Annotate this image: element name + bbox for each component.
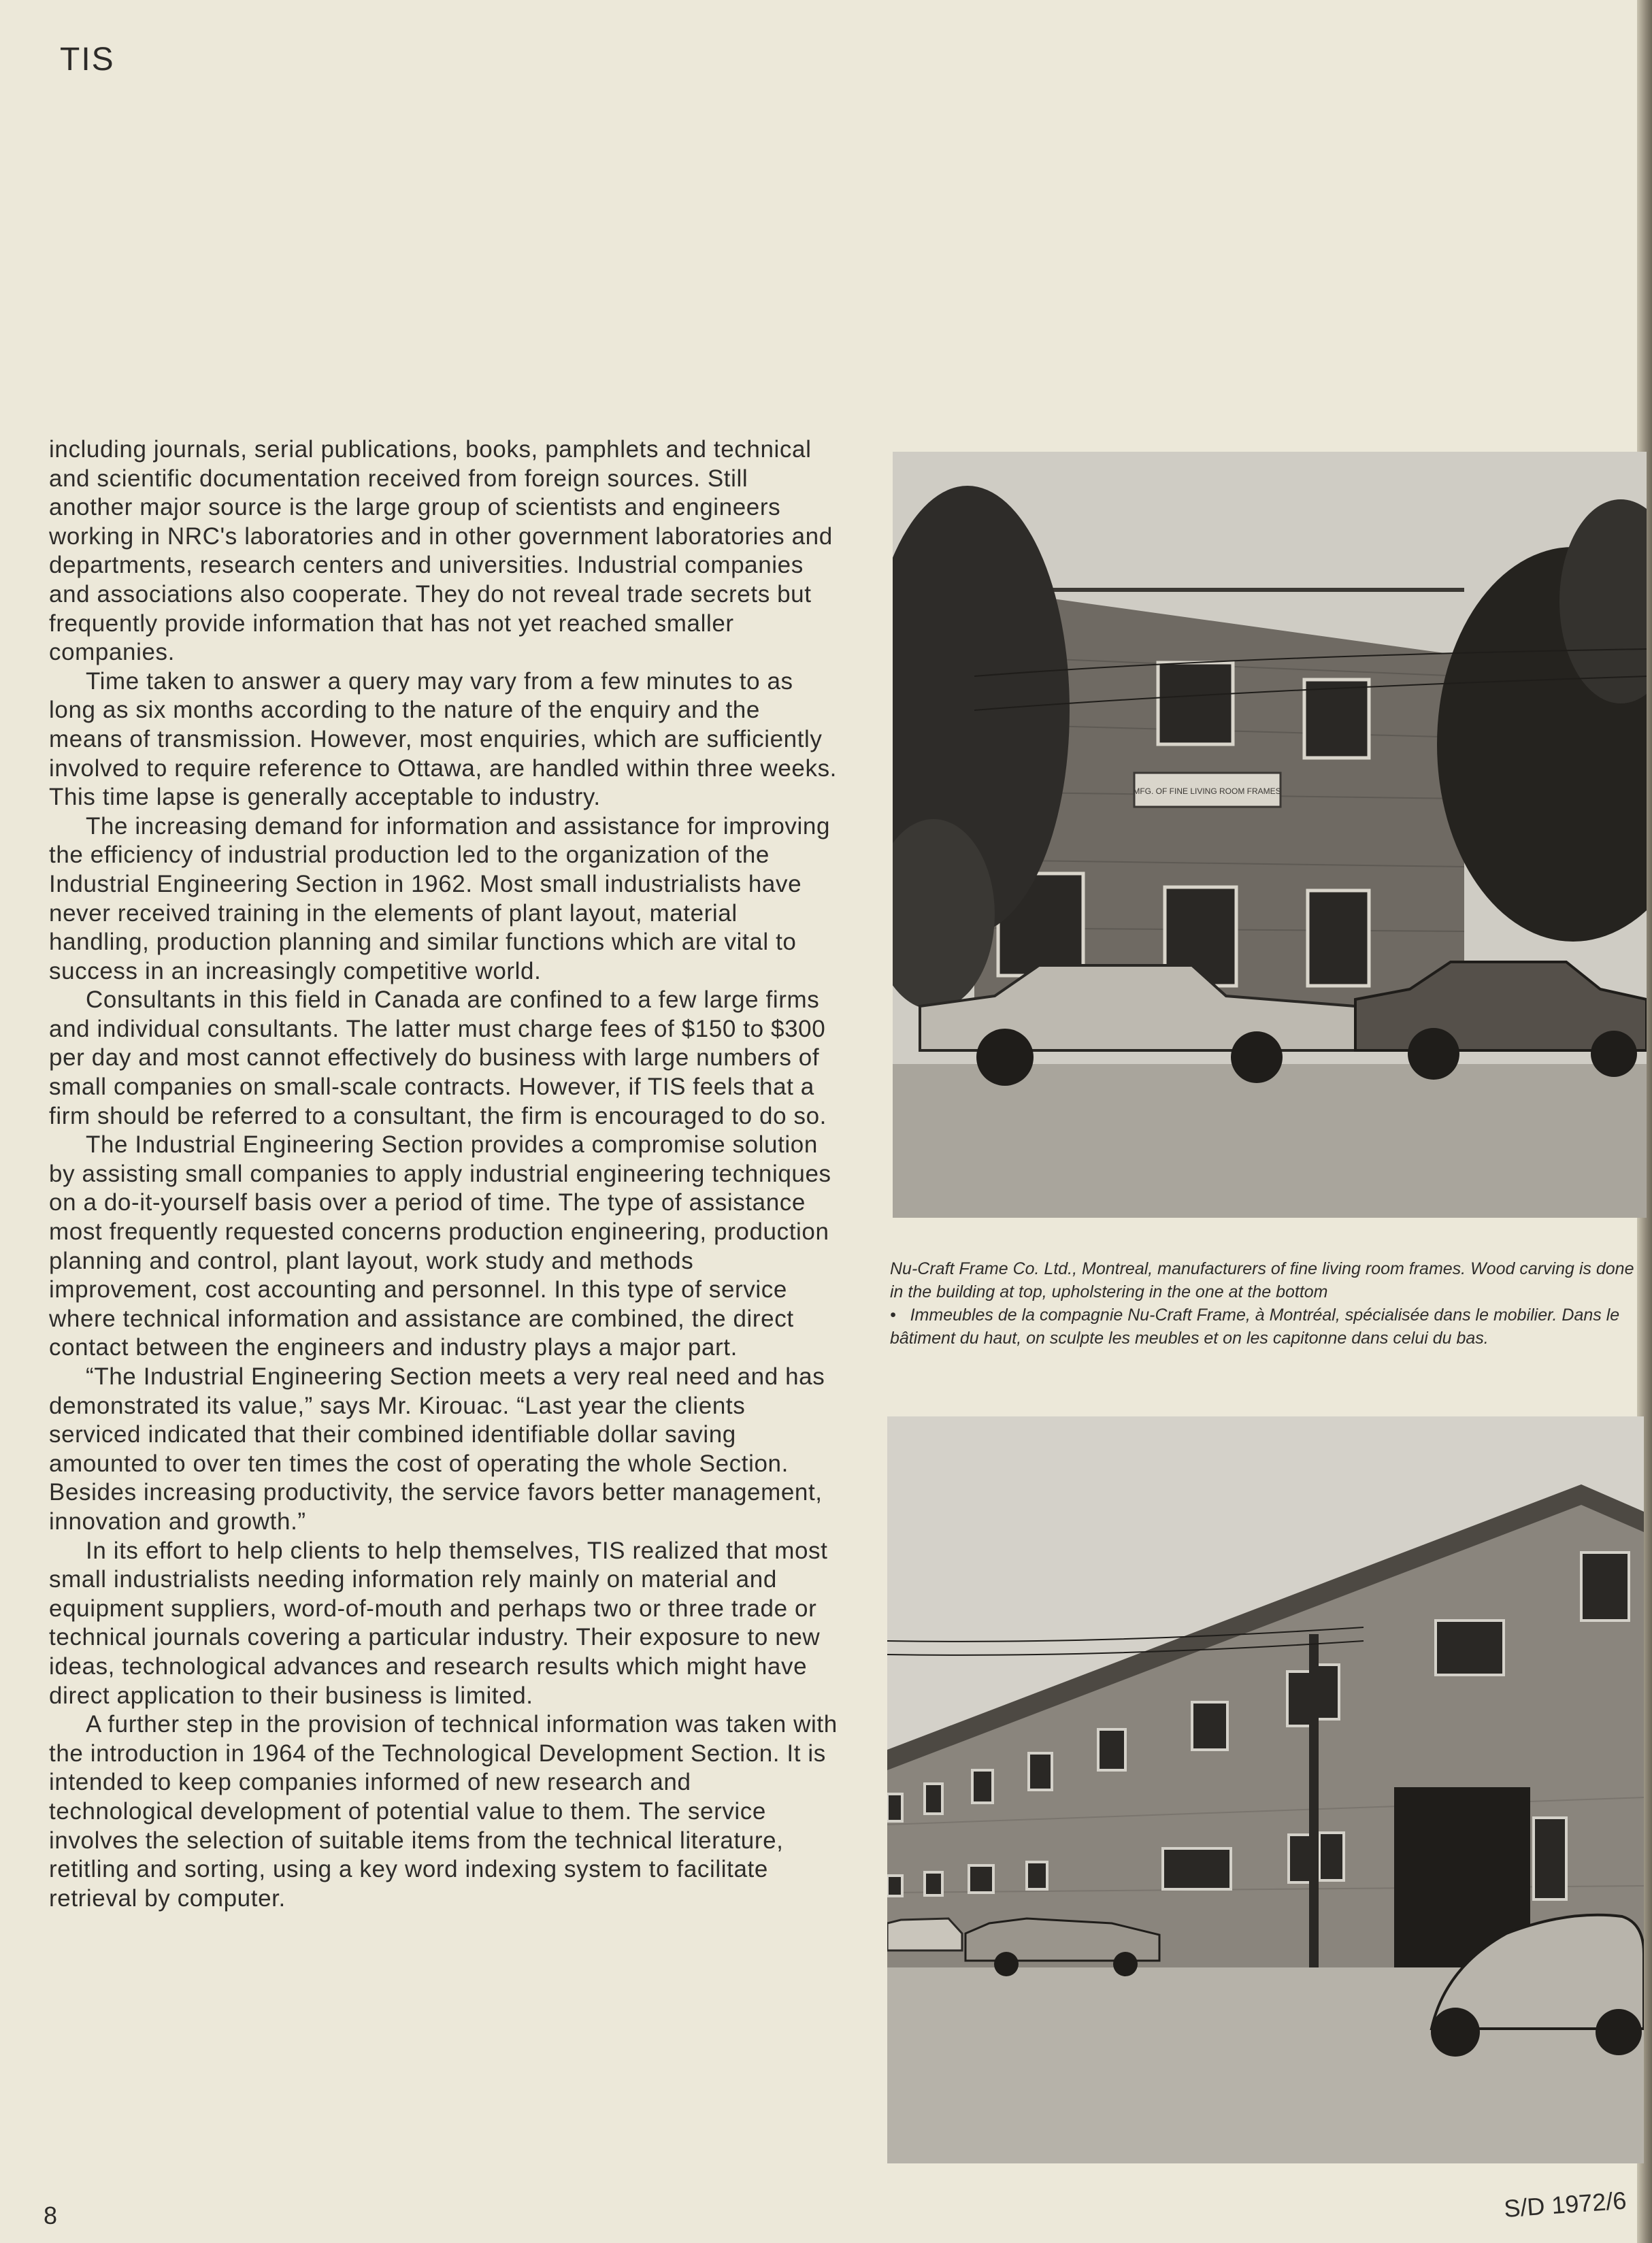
- article-paragraph: including journals, serial publications, books, pamphlets and technical and scientific documentation received from foreign sources. Still another major source is the large group of scientists and engineers working in NRC's laboratories and in other government laboratories and departments, research centers and universities. Industrial companies and associations also cooperate. They do not reveal trade secrets but frequently provide information that has not yet reached smaller companies.: [49, 436, 833, 666]
- factory-photo-illustration: [887, 1416, 1644, 2163]
- building-photo-illustration: [893, 452, 1647, 1218]
- caption-french: Immeubles de la compagnie Nu-Craft Frame, à Montréal, spécialisée dans le mobilier. Dans le bâtiment du haut, on sculpte les meubles et on les capitonne dans celui du bas.: [890, 1306, 1620, 1348]
- article-paragraph: Consultants in this field in Canada are confined to a few large firms and individual consultants. The latter must charge fees of $150 to $300 per day and most cannot effectively do business with large numbers of small companies on small-scale contracts. However, if TIS feels that a firm should be referred to a consultant, the firm is encouraged to do so.: [49, 986, 827, 1129]
- article-paragraph: In its effort to help clients to help themselves, TIS realized that most small industrialists needing information rely mainly on material and equipment suppliers, word-of-mouth and perhaps two or three trade or technical journals covering a particular industry. Their exposure to new ideas, technological advances and research results which might have direct application to their business is limited.: [49, 1537, 828, 1709]
- page-number: 8: [44, 2202, 58, 2229]
- photo-frame-building-top: [893, 452, 1647, 1218]
- caption-english: Nu-Craft Frame Co. Ltd., Montreal, manufacturers of fine living room frames. Wood carving is done in the building at top, upholstering in the one at the bottom: [890, 1259, 1634, 1301]
- article-paragraph: The increasing demand for information and assistance for improving the efficiency of industrial production led to the organization of the Industrial Engineering Section in 1962. Most small industrialists have never received training in the elements of plant layout, material handling, production planning and similar functions which are vital to success in an increasingly competitive world.: [49, 812, 831, 984]
- article-paragraph: Time taken to answer a query may vary from a few minutes to as long as six months according to the nature of the enquiry and the means of transmission. However, most enquiries, which are sufficiently involved to require reference to Ottawa, are handled within three weeks. This time lapse is generally acceptable to industry.: [49, 667, 837, 811]
- building-sign-text: MFG. OF FINE LIVING ROOM FRAMES: [1133, 786, 1281, 796]
- section-header: TIS: [60, 41, 115, 78]
- photo-caption: [890, 1257, 1638, 1350]
- article-paragraph: The Industrial Engineering Section provides a compromise solution by assisting small companies to apply industrial engineering techniques on a do-it-yourself basis over a period of time. The type of assistance most frequently requested concerns production engineering, production planning and control, plant layout, work study and methods improvement, cost accounting and personnel. In this type of service where technical information and assistance are combined, the direct contact between the engineers and industry plays a major part.: [49, 1131, 831, 1361]
- article-paragraph: A further step in the provision of technical information was taken with the introduction in 1964 of the Technological Development Section. It is intended to keep companies informed of new research and technological development of potential value to them. The service involves the selection of suitable items from the technical literature, retitling and sorting, using a key word indexing system to facilitate retrieval by computer.: [49, 1711, 838, 1912]
- caption-bullet: •: [890, 1306, 896, 1325]
- article-paragraph: “The Industrial Engineering Section meets a very real need and has demonstrated its value,” says Mr. Kirouac. “Last year the clients serviced indicated that their combined identifiable dollar saving amounted to over ten times the cost of operating the whole Section. Besides increasing productivity, the service favors better management, innovation and growth.”: [49, 1363, 825, 1535]
- photo-frame-building-bottom: [887, 1416, 1644, 2163]
- article-body: [49, 435, 838, 1913]
- issue-label: S/D 1972/6: [1503, 2186, 1628, 2223]
- caption-french-line: [890, 1303, 1638, 1350]
